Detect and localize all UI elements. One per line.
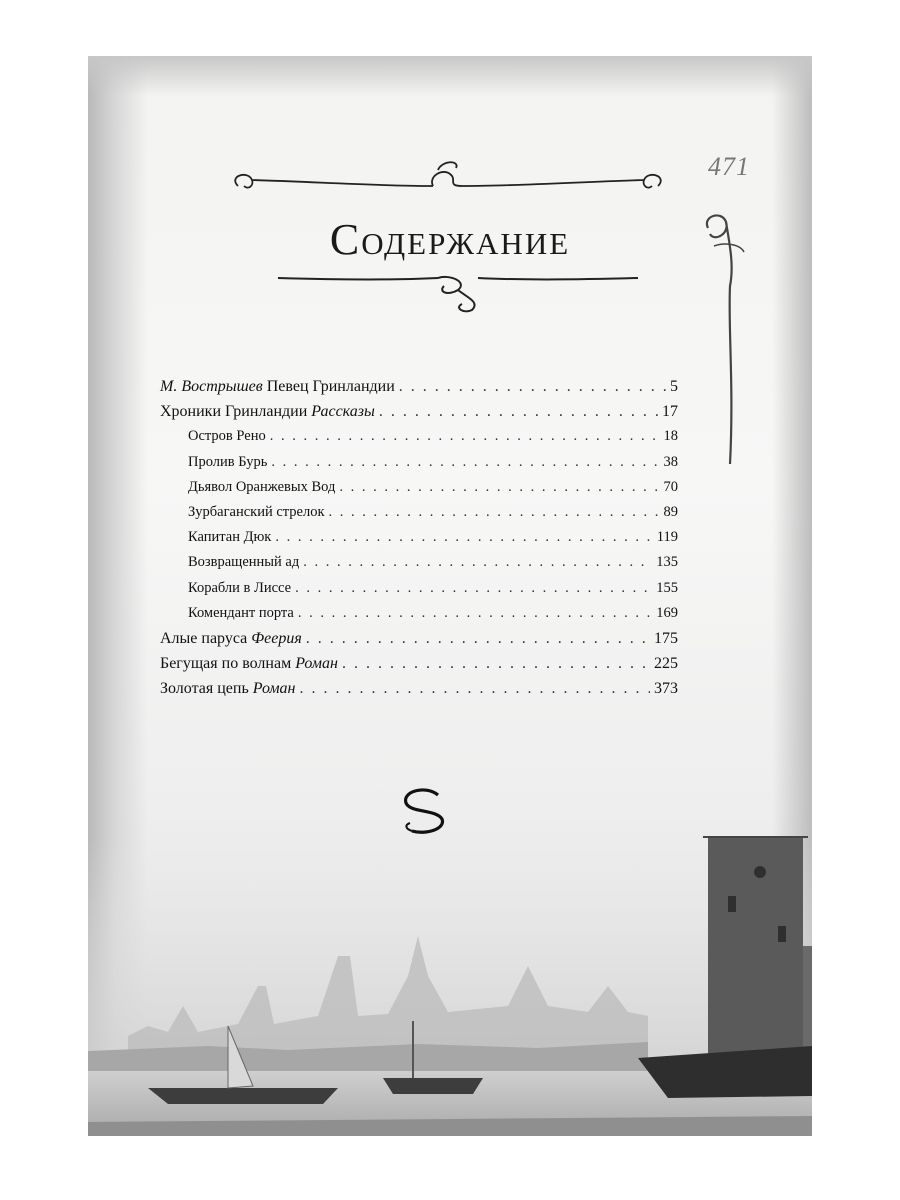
toc-entry-genre: Феерия (247, 629, 302, 647)
toc-entry-label (188, 580, 291, 597)
toc-entry-page: 89 (663, 503, 678, 520)
toc-entry[interactable] (160, 529, 678, 554)
toc-entry[interactable] (160, 605, 678, 630)
toc-entry-title: Остров Рено (188, 428, 266, 445)
toc-entry[interactable] (160, 554, 678, 579)
toc-entry-page: 18 (663, 428, 678, 445)
toc-entry-title: Корабли в Лиссе (188, 579, 292, 596)
toc-leader-dots (339, 479, 659, 496)
toc-entry-label (188, 554, 299, 571)
toc-leader-dots (299, 680, 650, 698)
toc-leader-dots (303, 554, 652, 571)
page-number: 471 (708, 152, 750, 181)
toc-leader-dots (298, 605, 652, 622)
toc-entry-title: Хроники Гринландии (160, 403, 308, 421)
toc-entry-label (188, 529, 271, 546)
toc-entry-title: Золотая цепь (160, 680, 249, 698)
toc-entry-title: Возвращенный ад (188, 554, 300, 571)
toc-entry-title: Комендант порта (188, 604, 294, 621)
toc-leader-dots (379, 403, 658, 421)
toc-entry-label (160, 403, 375, 421)
toc-entry[interactable] (160, 428, 678, 453)
toc-entry-genre: Роман (248, 680, 296, 698)
toc-leader-dots (295, 580, 652, 597)
toc-leader-dots (306, 630, 650, 648)
book-page (88, 56, 812, 1136)
toc-entry-page: 155 (656, 579, 678, 596)
toc-leader-dots (342, 655, 650, 673)
toc-entry-page: 135 (656, 554, 678, 571)
toc-entry[interactable] (160, 403, 678, 428)
toc-entry-label (160, 680, 295, 698)
toc-entry[interactable] (160, 479, 678, 504)
toc-entry-page: 175 (654, 629, 678, 647)
toc-entry-title: Алые паруса (160, 629, 248, 647)
toc-entry-page: 17 (662, 403, 678, 421)
toc-entry-label (188, 454, 267, 471)
toc-entry-page: 373 (654, 680, 678, 698)
toc-leader-dots (329, 504, 660, 521)
toc-entry-page: 70 (663, 478, 678, 495)
toc-entry-label (188, 504, 325, 521)
toc-entry-page: 169 (656, 604, 678, 621)
toc-entry-title: Зурбаганский стрелок (188, 503, 325, 520)
toc-entry-page: 5 (670, 378, 678, 395)
page-title: Содержание (329, 215, 571, 264)
toc-entry-label (160, 630, 302, 648)
toc-entry[interactable] (160, 378, 678, 403)
toc-leader-dots (270, 428, 660, 445)
toc-entry-author: М. Вострышев (160, 378, 267, 395)
toc-entry-label (160, 655, 338, 673)
harbor-illustration (88, 836, 812, 1136)
toc-entry-label (188, 428, 266, 445)
toc-entry[interactable] (160, 680, 678, 705)
toc-entry-title: Бегущая по волнам (160, 655, 292, 673)
toc-entry-genre: Рассказы (307, 403, 375, 421)
toc-entry[interactable] (160, 630, 678, 655)
toc-leader-dots (271, 454, 659, 471)
toc-leader-dots (275, 529, 652, 546)
page-edge-top (88, 56, 812, 96)
toc-entry-page: 225 (654, 655, 678, 673)
toc-entry[interactable] (160, 454, 678, 479)
toc-entry-label (188, 479, 335, 496)
toc-entry-title: Певец Гринландии (266, 378, 395, 395)
swirl-icon (396, 781, 456, 841)
toc-entry[interactable] (160, 655, 678, 680)
toc-entry-page: 119 (656, 529, 678, 546)
toc-entry-page: 38 (663, 453, 678, 470)
scroll-flourish-icon (228, 156, 668, 206)
scroll-flourish-icon (268, 264, 648, 314)
toc-entry-title: Капитан Дюк (188, 529, 272, 546)
table-of-contents (160, 378, 678, 705)
toc-entry-title: Пролив Бурь (188, 453, 268, 470)
toc-entry-title: Дьявол Оранжевых Вод (188, 478, 336, 495)
toc-entry-label (160, 378, 395, 396)
toc-entry[interactable] (160, 504, 678, 529)
toc-leader-dots (399, 378, 666, 396)
toc-entry-label (188, 605, 294, 622)
toc-entry[interactable] (160, 580, 678, 605)
toc-entry-genre: Роман (291, 655, 338, 673)
